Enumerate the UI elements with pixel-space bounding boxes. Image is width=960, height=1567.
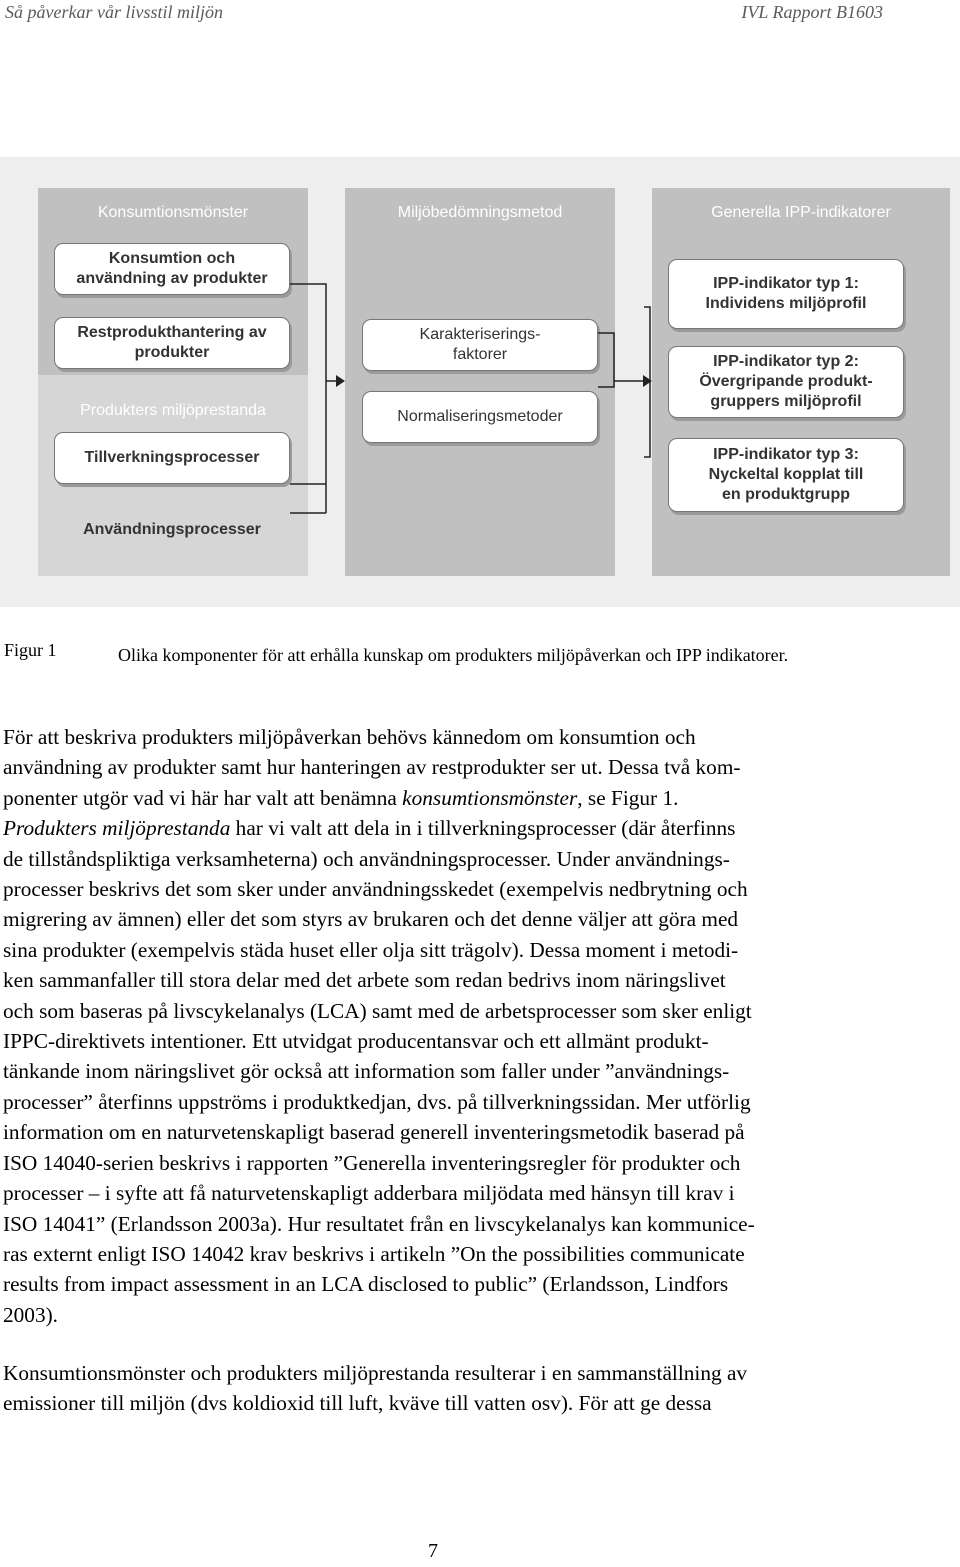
- text-line: processer” återfinns uppströms i produktkedjan, dvs. på tillverkningssidan. Mer utförlig: [3, 1089, 751, 1114]
- box-konsumtion-anvandning: Konsumtion och användning av produkter: [54, 243, 290, 295]
- panel-title-generella: Generella IPP-indikatorer: [711, 204, 891, 221]
- connector-bracket-middle: [598, 333, 614, 387]
- connector-bracket-top: [290, 284, 326, 513]
- label-anvandningsprocesser: Användningsprocesser: [83, 521, 261, 538]
- text-line: emissioner till miljön (dvs koldioxid till luft, kväve till vatten osv). För att ge dessa: [3, 1391, 712, 1416]
- box-normaliseringsmetoder: Normaliseringsmetoder: [362, 391, 598, 443]
- text-line: ISO 14041” (Erlandsson 2003a). Hur resultatet från en livscykelanalys kan kommunice-: [3, 1211, 755, 1236]
- text-line: IPPC-direktivets intentioner. Ett utvidgat producentansvar och ett allmänt produkt-: [3, 1029, 709, 1054]
- figure-diagram: [0, 157, 960, 607]
- figure-caption-label: Figur 1: [4, 640, 57, 660]
- box-tillverkningsprocesser: Tillverkningsprocesser: [54, 432, 290, 484]
- text-line: sina produkter (exempelvis städa huset eller olja sitt trägolv). Dessa moment i metodi-: [3, 937, 739, 962]
- panel-title-konsumtion: Konsumtionsmönster: [97, 204, 249, 221]
- text-line: användning av produkter samt hur hanteringen av restprodukter ser ut. Dessa två kom-: [3, 755, 741, 780]
- page-number: 7: [428, 1540, 438, 1562]
- running-header-title: Så påverkar vår livsstil miljön: [5, 2, 223, 22]
- body-paragraph-1: [3, 722, 883, 1330]
- text-segment: , se Figur 1.: [577, 785, 679, 810]
- text-line: tänkande inom näringslivet gör också att information som faller under ”användnings-: [3, 1059, 730, 1084]
- box-restprodukthantering: Restprodukthantering av produkter: [54, 317, 290, 369]
- text-line: ken sammanfaller till stora delar med det arbete som redan bedrivs inom näringslivet: [3, 968, 726, 993]
- text-line: [3, 813, 883, 843]
- band-title-miljoprestanda: Produkters miljöprestanda: [80, 402, 266, 419]
- text-line: de tillståndspliktiga verksamheterna) och användningsprocesser. Under användnings-: [3, 846, 730, 871]
- text-line: information om en naturvetenskapligt baserad generell inventeringsmetodik baserad på: [3, 1120, 745, 1145]
- panel-title-miljo: Miljöbedömningsmetod: [397, 204, 563, 221]
- text-line: results from impact assessment in an LCA disclosed to public” (Erlandsson, Lindfors: [3, 1272, 729, 1297]
- text-line: processer – i syfte att få naturvetenskapligt adderbara miljödata med hänsyn till krav i: [3, 1181, 735, 1206]
- text-line: För att beskriva produkters miljöpåverkan behövs kännedom om konsumtion och: [3, 725, 696, 749]
- figure-caption-text: Olika komponenter för att erhålla kunskap om produkters miljöpåverkan och IPP indikatorer.: [118, 645, 789, 665]
- arrow-head-left: [336, 375, 345, 387]
- text-emphasis: konsumtionsmönster: [402, 785, 578, 810]
- text-line: migrering av ämnen) eller det som styrs av brukaren och det denne väljer att göra med: [3, 907, 739, 932]
- text-emphasis: Produkters miljöprestanda: [3, 816, 231, 841]
- box-ipp-typ1: IPP-indikator typ 1: Individens miljöprofil: [668, 259, 904, 329]
- body-paragraph-2: [3, 1358, 883, 1419]
- text-segment: har vi valt att dela in i tillverkningsprocesser (där återfinns: [230, 816, 736, 841]
- box-ipp-typ2: IPP-indikator typ 2: Övergripande produkt- gruppers miljöprofil: [668, 346, 904, 418]
- running-header-report: IVL Rapport B1603: [741, 2, 883, 22]
- text-line: [3, 783, 883, 813]
- connector-lines: [0, 157, 960, 607]
- text-segment: ponenter utgör vad vi här har valt att benämna: [3, 785, 403, 810]
- box-ipp-typ3: IPP-indikator typ 3: Nyckeltal kopplat till en produktgrupp: [668, 438, 904, 512]
- text-line: ISO 14040-serien beskrivs i rapporten ”Generella inventeringsregler för produkter och: [3, 1150, 741, 1175]
- text-line: och som baseras på livscykelanalys (LCA) samt med de arbetsprocesser som sker enligt: [3, 998, 752, 1023]
- text-line: processer beskrivs det som sker under användningsskedet (exempelvis nedbrytning och: [3, 877, 748, 902]
- text-line: 2003).: [3, 1302, 59, 1327]
- box-karakteriseringsfaktorer: Karakteriserings- faktorer: [362, 319, 598, 371]
- text-line: ras externt enligt ISO 14042 krav beskrivs i artikeln ”On the possibilities communicate: [3, 1241, 745, 1266]
- text-line: Konsumtionsmönster och produkters miljöprestanda resulterar i en sammanställning av: [3, 1361, 748, 1385]
